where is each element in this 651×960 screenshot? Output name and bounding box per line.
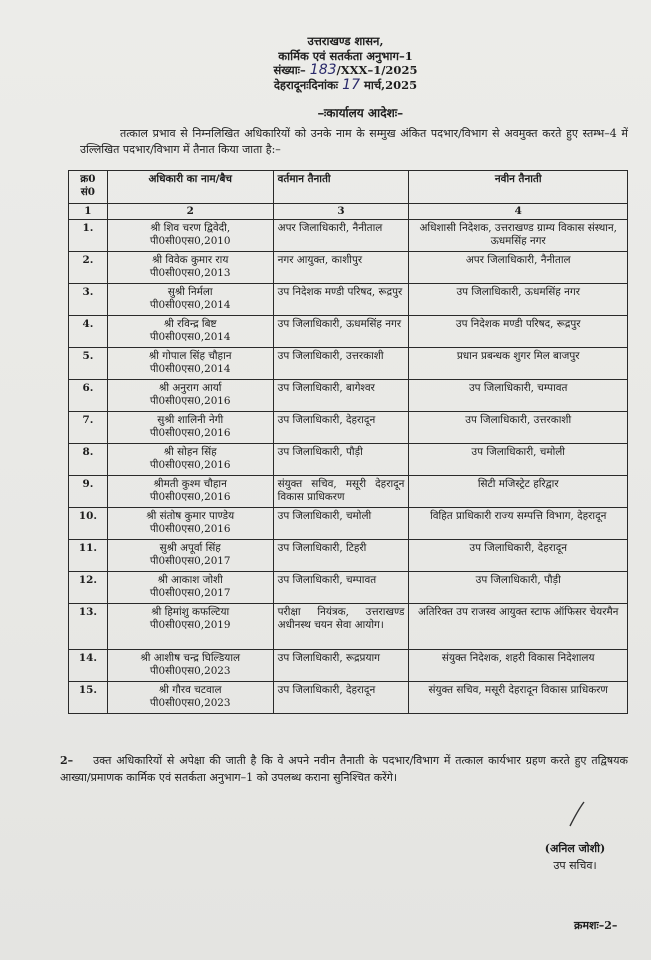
officer-cell [107,508,273,540]
officer-cell [107,650,273,682]
current-posting-cell: उप जिलाधिकारी, पौड़ी [273,444,409,476]
signatory-designation: उप सचिव। [553,859,597,872]
table-row [69,682,628,714]
header-officer: अधिकारी का नाम/बैच [107,171,273,204]
officer-cell [107,316,273,348]
serial-cell: 9. [69,476,108,508]
table-row [69,380,628,412]
table-row [69,604,628,650]
government-name: उत्तराखण्ड शासन, [307,34,384,48]
officer-batch: पी0सी0एस0,2016 [149,459,231,471]
new-posting-cell: उप जिलाधिकारी, ऊधमसिंह नगर [409,284,628,316]
table-row [69,444,628,476]
handwritten-ref: 183 [309,62,337,78]
officer-batch: पी0सी0एस0,2014 [149,363,231,375]
current-posting-cell: उप जिलाधिकारी, रूद्रप्रयाग [273,650,409,682]
officer-batch: पी0सी0एस0,2014 [149,299,231,311]
current-posting-cell: उप जिलाधिकारी, टिहरी [273,540,409,572]
officer-cell [107,604,273,650]
serial-cell: 10. [69,508,108,540]
officer-batch: पी0सी0एस0,2016 [149,491,231,503]
table-row [69,540,628,572]
serial-cell: 1. [69,220,108,252]
new-posting-cell: अधिशासी निदेशक, उत्तराखण्ड ग्राम्य विकास संस्थान, ऊधमसिंह नगर [409,220,628,252]
new-posting-cell: उप जिलाधिकारी, देहरादून [409,540,628,572]
serial-cell: 13. [69,604,108,650]
current-posting-cell: उप जिलाधिकारी, उत्तरकाशी [273,348,409,380]
serial-cell: 2. [69,252,108,284]
serial-cell: 8. [69,444,108,476]
paragraph-2 [60,752,628,786]
officer-batch: पी0सी0एस0,2017 [149,587,231,599]
officer-batch: पी0सी0एस0,2023 [149,665,231,677]
table-row [69,284,628,316]
officer-name: श्री सोहन सिंह [163,446,217,458]
new-posting-cell: उप निदेशक मण्डी परिषद, रूद्रपुर [409,316,628,348]
paragraph-text: उक्त अधिकारियों से अपेक्षा की जाती है कि वे अपने नवीन तैनाती के पदभार/विभाग में तत्काल कार्यभार ग्रहण करते हुए तद्विषयक आख्या/प्रमाणक कार्मिक एवं सतर्कता अनुभाग–1 को उपलब्ध कराना सुनिश्चित करेंगे। [60,754,628,784]
paragraph-number: 2– [60,754,74,767]
officer-name: श्री अनुराग आर्या [158,382,222,394]
officer-cell [107,476,273,508]
current-posting-cell: उप जिलाधिकारी, बागेश्वर [273,380,409,412]
table-row [69,316,628,348]
officer-name: श्री गौरव चटवाल [158,684,222,696]
current-posting-cell: उप जिलाधिकारी, चम्पावत [273,572,409,604]
order-title: –ःकार्यालय आदेशः– [317,106,404,120]
serial-cell: 7. [69,412,108,444]
officer-batch: पी0सी0एस0,2019 [149,619,231,631]
current-posting-cell: नगर आयुक्त, काशीपुर [273,252,409,284]
signature-block [520,840,630,874]
officer-name: श्री हिमांशु कफल्टिया [151,606,230,618]
column-number-row: 1 2 3 4 [69,204,628,220]
current-posting-cell: संयुक्त सचिव, मसूरी देहरादून विकास प्राधिकरण [273,476,409,508]
table-row [69,348,628,380]
continuation-marker: क्रमशः–2– [574,919,618,932]
serial-cell: 5. [69,348,108,380]
date-line: देहरादूनःदिनांकः 17 मार्च,2025 [273,76,418,93]
serial-cell: 14. [69,650,108,682]
officer-name: श्री संतोष कुमार पाण्डेय [146,510,235,522]
header-serial: क्र0 सं0 [69,171,108,204]
officer-name: श्री आकाश जोशी [157,574,223,586]
officer-cell [107,348,273,380]
officer-name: श्री विवेक कुमार राय [152,254,229,266]
table-row [69,476,628,508]
officer-cell [107,220,273,252]
signature-mark-icon [566,800,588,828]
officer-name: श्री गोपाल सिंह चौहान [148,350,232,362]
header-current: वर्तमान तैनाती [273,171,409,204]
current-posting-cell: उप निदेशक मण्डी परिषद, रूद्रपुर [273,284,409,316]
officer-cell [107,572,273,604]
officer-batch: पी0सी0एस0,2016 [149,427,231,439]
serial-cell: 11. [69,540,108,572]
table-row [69,252,628,284]
officer-batch: पी0सी0एस0,2023 [149,697,231,709]
new-posting-cell: उप जिलाधिकारी, पौड़ी [409,572,628,604]
officer-cell [107,284,273,316]
new-posting-cell: सिटी मजिस्ट्रेट हरिद्वार [409,476,628,508]
officer-name: सुश्री अपूर्वा सिंह [159,542,221,554]
table-row [69,412,628,444]
header-new: नवीन तैनाती [409,171,628,204]
officer-cell [107,380,273,412]
officer-cell [107,252,273,284]
new-posting-cell: अपर जिलाधिकारी, नैनीताल [409,252,628,284]
table-row [69,220,628,252]
serial-cell: 6. [69,380,108,412]
letterhead [0,34,651,92]
new-posting-cell: प्रधान प्रबन्धक शुगर मिल बाजपुर [409,348,628,380]
new-posting-cell: उप जिलाधिकारी, चमोली [409,444,628,476]
current-posting-cell: उप जिलाधिकारी, देहरादून [273,412,409,444]
new-posting-cell: उप जिलाधिकारी, चम्पावत [409,380,628,412]
officer-batch: पी0सी0एस0,2014 [149,331,231,343]
officer-name: श्री शिव चरण द्विवेदी, [150,222,231,234]
table-header-row [69,171,628,204]
new-posting-cell: उप जिलाधिकारी, उत्तरकाशी [409,412,628,444]
table-row [69,572,628,604]
officer-name: श्री आशीष चन्द्र घिल्डियाल [140,652,241,664]
new-posting-cell: संयुक्त निदेशक, शहरी विकास निदेशालय [409,650,628,682]
officer-batch: पी0सी0एस0,2017 [149,555,231,567]
officer-batch: पी0सी0एस0,2016 [149,523,231,535]
officer-batch: पी0सी0एस0,2016 [149,395,231,407]
officer-cell [107,682,273,714]
officer-cell [107,412,273,444]
intro-paragraph: तत्काल प्रभाव से निम्नलिखित अधिकारियों को उनके नाम के सम्मुख अंकित पदभार/विभाग से अवमुक्त करते हुए स्तम्भ–4 में उल्लिखित पदभार/विभाग में तैनात किया जाता है:– [80,127,628,156]
current-posting-cell: उप जिलाधिकारी, चमोली [273,508,409,540]
handwritten-date: 17 [342,76,360,93]
current-posting-cell: उप जिलाधिकारी, देहरादून [273,682,409,714]
department-name: कार्मिक एवं सतर्कता अनुभाग–1 [278,48,413,63]
officer-batch: पी0सी0एस0,2010 [149,235,231,247]
officer-name: श्री रविन्द्र बिष्ट [163,318,217,330]
posting-table [68,170,628,714]
reference-number: संख्याः– 183/XXX–1/2025 [273,62,418,78]
current-posting-cell: परीक्षा नियंत्रक, उत्तराखण्ड अधीनस्थ चयन सेवा आयोग। [273,604,409,650]
serial-cell: 12. [69,572,108,604]
officer-name: श्रीमती कुश्म चौहान [153,478,227,490]
current-posting-cell: अपर जिलाधिकारी, नैनीताल [273,220,409,252]
serial-cell: 4. [69,316,108,348]
table-row [69,650,628,682]
signatory-name: (अनिल जोशी) [544,842,606,855]
new-posting-cell: संयुक्त सचिव, मसूरी देहरादून विकास प्राधिकरण [409,682,628,714]
officer-cell [107,540,273,572]
officer-cell [107,444,273,476]
new-posting-cell: अतिरिक्त उप राजस्व आयुक्त स्टाफ ऑफिसर चेयरमैन [409,604,628,650]
current-posting-cell: उप जिलाधिकारी, ऊधमसिंह नगर [273,316,409,348]
serial-cell: 3. [69,284,108,316]
table-row [69,508,628,540]
officer-batch: पी0सी0एस0,2013 [149,267,231,279]
serial-cell: 15. [69,682,108,714]
new-posting-cell: विहित प्राधिकारी राज्य सम्पत्ति विभाग, देहरादून [409,508,628,540]
officer-name: सुश्री शालिनी नेगी [157,414,224,426]
officer-name: सुश्री निर्मला [167,286,213,298]
